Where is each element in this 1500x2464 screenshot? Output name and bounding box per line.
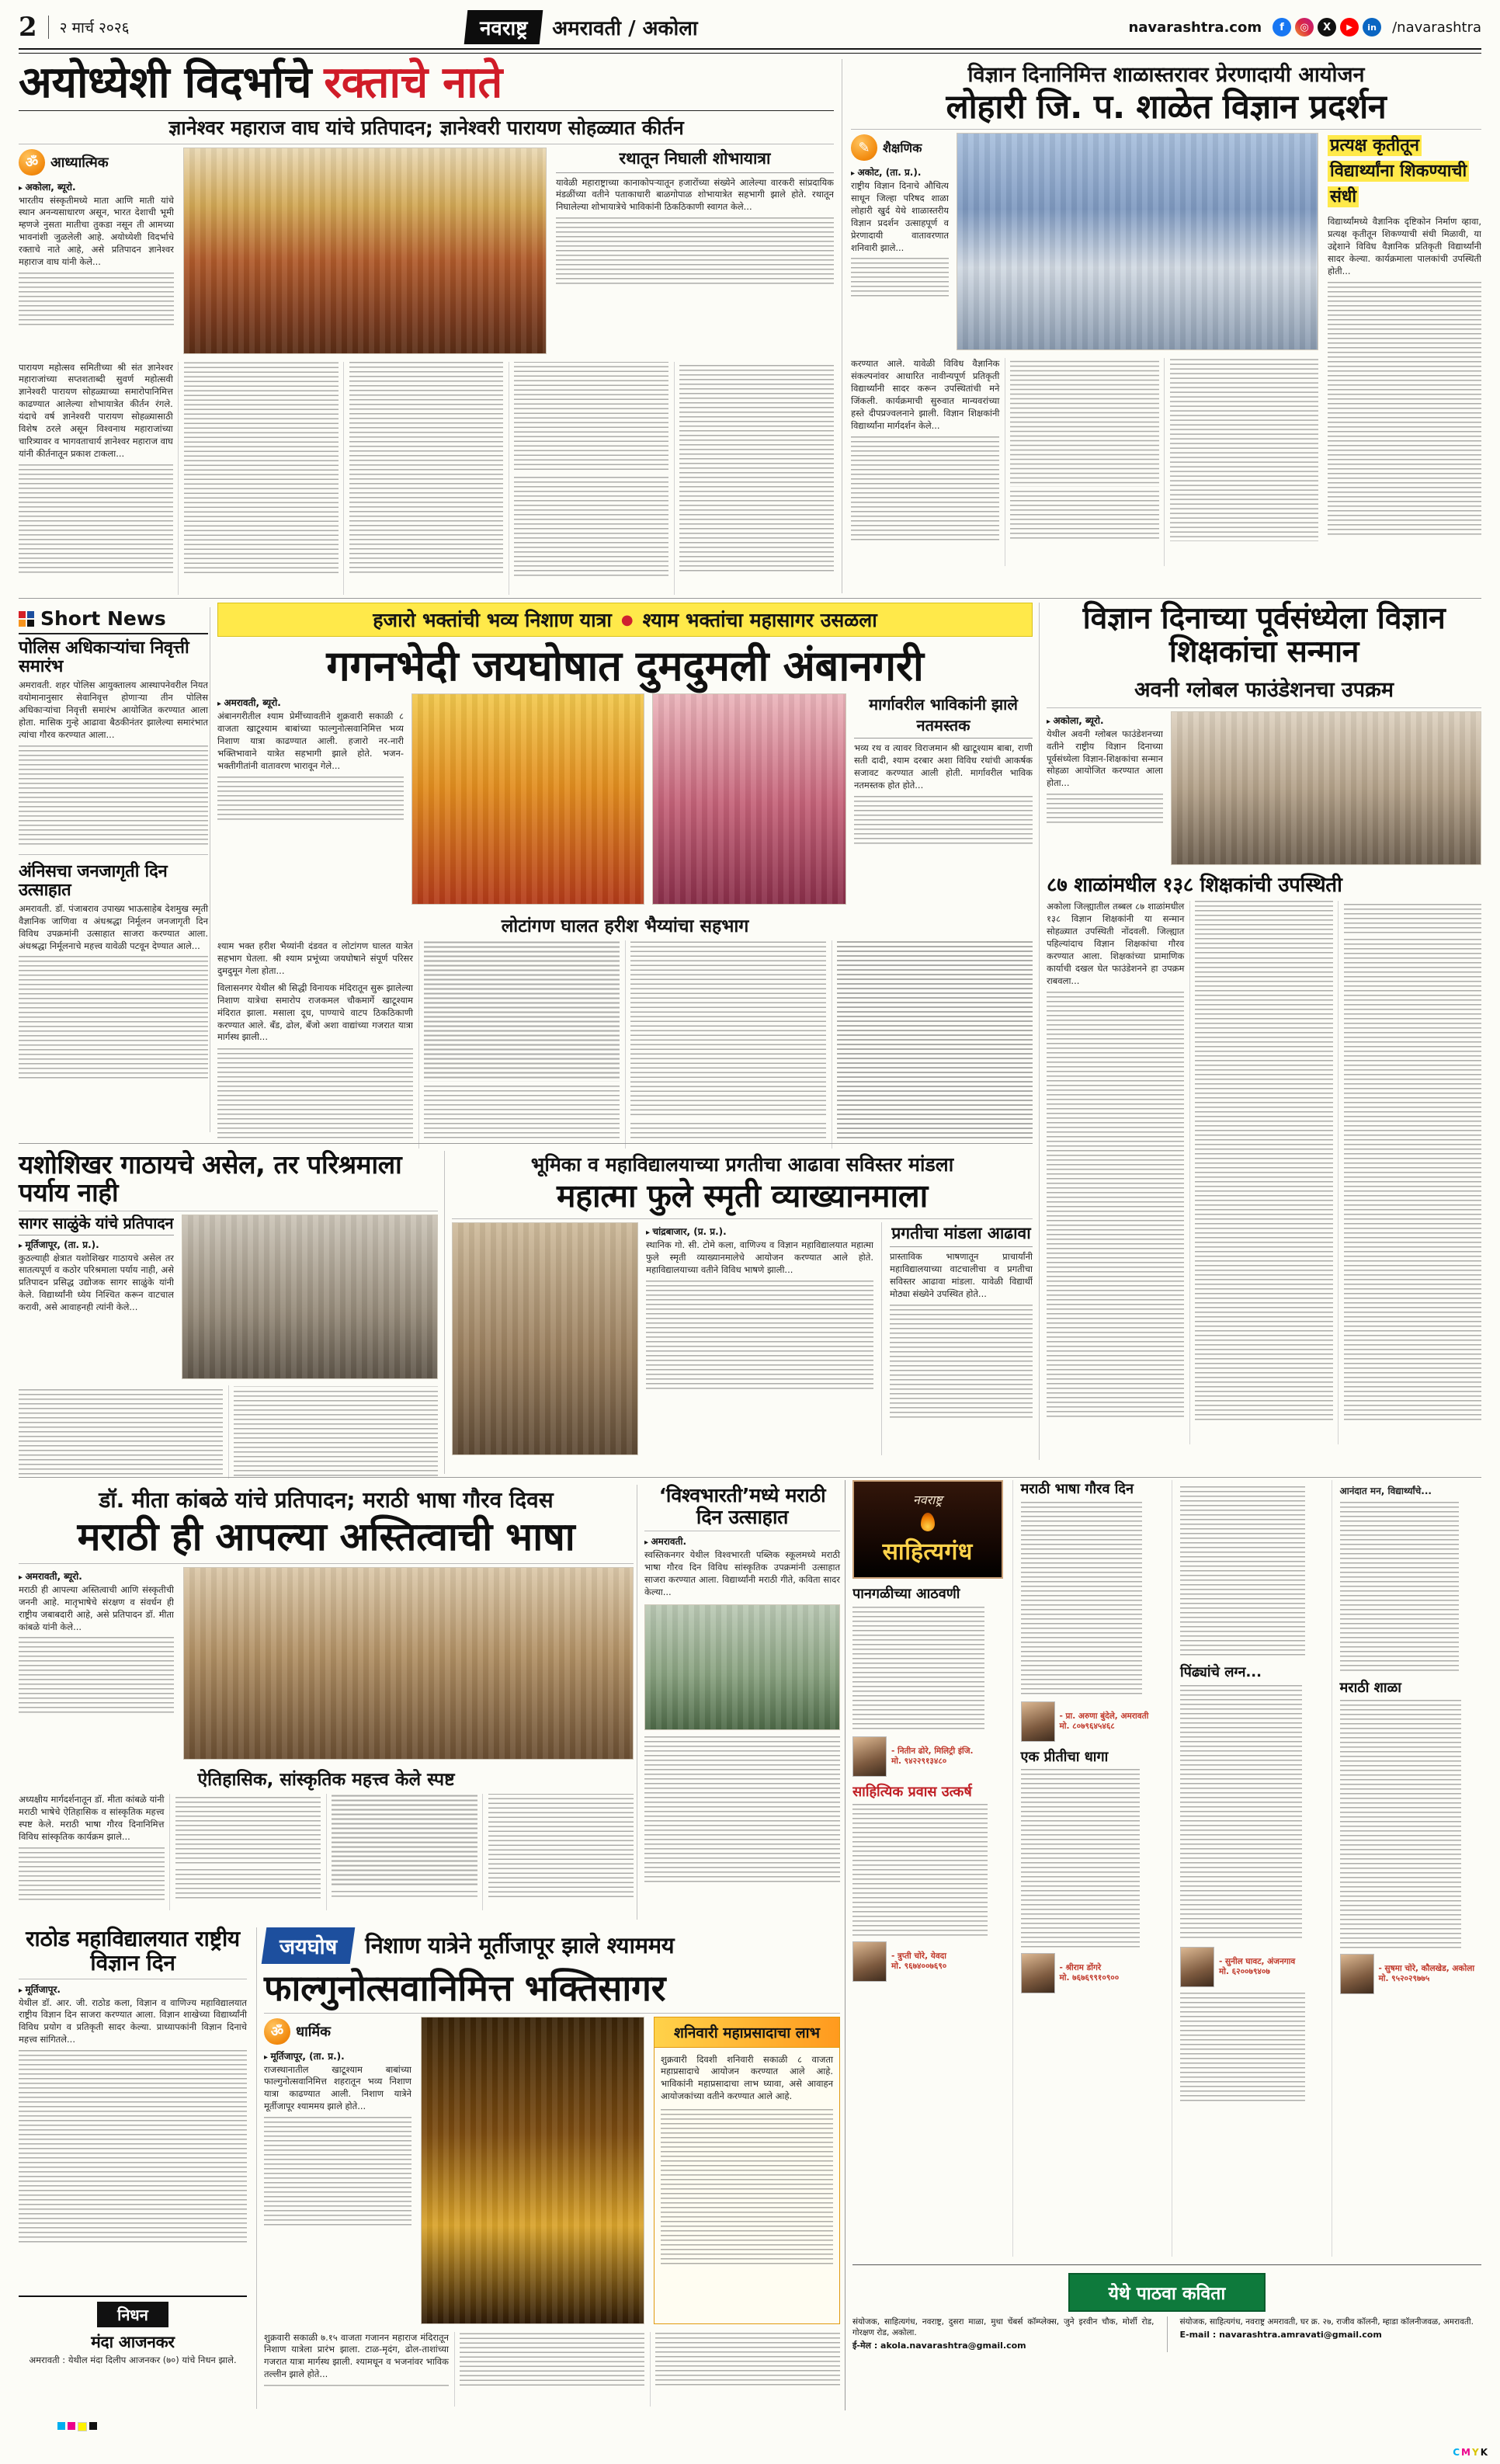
text-placeholder <box>854 796 1033 846</box>
highlighted-head: प्रत्यक्ष कृतीतून विद्यार्थ्यांना शिकण्याची संधी <box>1328 135 1469 207</box>
side-article <box>1328 133 1481 568</box>
column-text: पारायण महोत्सव समितीच्या श्री संत ज्ञानेश्वर महाराजांच्या सप्तशताब्दी सुवर्ण महोत्सवी ज्ञानेश्वरी पारायण सोहळ्याच्या समारोपानिमित्त काढण्यात आलेल्या शोभायात्रेत कीर्तन रंगले. यंदाचे वर्ष ज्ञानेश्वरी पारायण सोहळ्यासाठी विशेष ठरले असून विश्वनाथ महाराजांच्या चारित्र्यावर व भागवताचार्य ज्ञानेश्वर महाराज वाघ यांनी कीर्तनातून प्रकाश टाकला... <box>19 361 173 459</box>
lead-column <box>646 1222 873 1455</box>
text-placeholder <box>644 1736 840 1884</box>
photo-felicitation-group <box>1171 711 1481 865</box>
article-headline: मराठी ही आपल्या अस्तित्वाची भाषा <box>77 1514 575 1559</box>
article-columns <box>217 940 1033 1149</box>
poem-column <box>852 1480 1003 2257</box>
linkedin-icon: in <box>1363 18 1381 36</box>
photo-khatushyam <box>421 2017 644 2324</box>
yellow-letter: Y <box>1471 2447 1479 2458</box>
article-top-row <box>851 133 1318 350</box>
article-subhead: ज्ञानेश्वर महाराज वाघ यांचे प्रतिपादन; ज्ञानेश्वरी पारायण सोहळ्यात कीर्तन <box>168 116 684 139</box>
youtube-icon: ▶ <box>1340 18 1359 36</box>
author-name <box>891 1746 973 1767</box>
author-phone: मो. ९५२०२९७७५ <box>1378 1974 1430 1984</box>
column-text: शुक्रवारी सकाळी ७.१५ वाजता गजानन महाराज मंदिरातून निशाण यात्रेला प्रारंभ झाला. टाळ-मृदंग, ढोल-ताशांच्या गजरात यात्रा मार्गस्थ झाली. श्यामधून व भजनांवर भाविक तल्लीन झाले होते... <box>264 2331 449 2380</box>
author-credit <box>1021 1953 1163 1993</box>
author-phone: मो. ९६७४००७६९० <box>891 1962 947 1972</box>
headline-red: रक्ताचे नाते <box>324 57 503 108</box>
prasad-head: शनिवारी महाप्रसादाचा लाभ <box>655 2017 839 2048</box>
side-subhead <box>1328 133 1481 210</box>
contact-addresses <box>852 2316 1481 2352</box>
poem-column <box>1332 1480 1482 2257</box>
lead-text: राजस्थानातील खाटूश्याम बाबांच्या फाल्गुनोत्सवानिमित्त शहरातून भव्य निशाण यात्रा काढण्यात आली. निशाण यात्रेने मूर्तीजापूर श्याममय झाले होते... <box>264 2063 411 2112</box>
headline-black: अयोध्येशी विदर्भाचे <box>19 57 312 108</box>
poem-placeholder <box>852 1804 988 1936</box>
author-line: - त्रुप्ती चोरे, येवदा <box>891 1951 946 1962</box>
news-item-text: अमरावती. शहर पोलिस आयुक्तालय आस्थापनेवरील नियत वयोमानानुसार सेवानिवृत्त होणाऱ्या तीन पोलिस अधिकाऱ्यांचा निवृत्ती समारंभ आयोजित करण्यात आला होता. मासिक गुन्हे आढावा बैठकीनंतर झालेल्या समारंभात त्यांचा गौरव करण्यात आला... <box>19 679 208 740</box>
article-science-teachers <box>1047 603 1481 1457</box>
poem-placeholder <box>1180 1685 1302 1941</box>
sub-head: प्रगतीचा मांडला आढावा <box>890 1222 1033 1247</box>
author-photo <box>852 1736 887 1777</box>
article-body-grid <box>264 2017 840 2324</box>
article-headline: लोहारी जि. प. शाळेत विज्ञान प्रदर्शन <box>946 88 1387 127</box>
article-headline <box>19 59 834 107</box>
section-badge <box>264 2018 411 2045</box>
author-credit <box>852 1736 1003 1777</box>
section-label: शैक्षणिक <box>883 141 922 156</box>
column-text: विलासनगर येथील श्री सिद्धी विनायक मंदिरातून सुरू झालेल्या निशाण यात्रेचा समारोप राजकमल चौकमार्गे खाटूश्याम मंदिरात झाला. मसाला दूध, पाण्याचे वाटप ठिकठिकाणी करण्यात आले. बँड, ढोल, बँजो अशा वाद्यांच्या गजरात यात्रा मार्गस्थ झाली... <box>217 982 413 1043</box>
lead-text: कुठल्याही क्षेत्रात यशोशिखर गाठायचे असेल तर सातत्यपूर्ण व कठोर परिश्रमाला पर्याय नाही, असे प्रतिपादन प्रसिद्ध उद्योजक सागर साळुंके यांनी केले. विद्यार्थ्यांनी ध्येय निश्चित करून वाटचाल करावी, असे आवाहनही त्यांनी केले... <box>19 1252 174 1313</box>
band-left-text: हजारो भक्तांची भव्य निशाण यात्रा <box>373 609 612 631</box>
sahityagandh-logo <box>852 1480 1003 1579</box>
submission-area <box>852 2264 1481 2352</box>
article-bhaktisagar <box>264 1927 840 2409</box>
article-columns <box>19 362 834 595</box>
inner-subhead: रथातून निघाली शोभायात्रा <box>556 148 834 173</box>
author-photo <box>1340 1954 1374 1994</box>
poem-title: पानगळीच्या आठवणी <box>852 1586 960 1602</box>
article-marathi <box>19 1485 634 1920</box>
news-item-head: पोलिस अधिकाऱ्यांचा निवृत्ती समारंभ <box>19 638 189 677</box>
poem-placeholder <box>1180 1486 1305 1657</box>
article-columns <box>19 1385 438 1479</box>
article-columns <box>1047 901 1481 1444</box>
spiritual-icon: ॐ <box>19 149 45 176</box>
sub-head: ऐतिहासिक, सांस्कृतिक महत्त्व केले स्पष्ट <box>197 1770 455 1790</box>
author-line: - प्रा. अरुणा बुंदेले, अमरावती <box>1059 1711 1149 1721</box>
article-top-row <box>19 148 834 354</box>
photo-yatra-rath <box>411 693 644 905</box>
text-placeholder <box>1328 282 1481 538</box>
poem-title: मराठी शाळा <box>1339 1679 1401 1696</box>
short-news-title: Short News <box>40 607 166 630</box>
sub-text: अध्यक्षीय मार्गदर्शनातून डॉ. मीता कांबळे यांनी मराठी भाषेचे ऐतिहासिक व सांस्कृतिक महत्त्व स्पष्ट केले. मराठी भाषा गौरव दिनानिमित्त विविध सांस्कृतिक कार्यक्रम झाले... <box>19 1794 165 1842</box>
masthead-logo <box>464 10 543 44</box>
text-placeholder <box>1344 939 1481 1420</box>
header-rule <box>19 48 1481 54</box>
page-header <box>19 8 1481 47</box>
section-badge <box>851 134 949 161</box>
lead-column <box>264 2017 411 2324</box>
cyan-mark <box>57 2422 65 2430</box>
address-text: संयोजक, साहित्यगंध, नवराष्ट्र अमरावती, घर क्र. २७, राजीव कॉलनी, म्हाडा कॉलनीजवळ, अमरावती. <box>1179 2317 1474 2327</box>
x-icon: X <box>1318 18 1336 36</box>
author-name <box>891 1951 946 1972</box>
author-name <box>1379 1964 1475 1984</box>
article-vishwabharati <box>644 1485 840 1920</box>
photo-students <box>957 133 1318 350</box>
text-placeholder <box>661 2109 833 2264</box>
article-yashoshikhar <box>19 1151 438 1474</box>
author-photo <box>1021 1953 1055 1993</box>
religious-icon: ॐ <box>264 2018 290 2045</box>
byline: ▸ मूर्तिजापूर, (ता. प्र.). <box>264 2049 411 2063</box>
lead-column <box>851 133 949 350</box>
text-placeholder <box>851 258 949 297</box>
author-line: - सुनील घावट, अंजनगाव <box>1219 1956 1296 1966</box>
sub-text: प्रास्ताविक भाषणातून प्राचार्यांनी महाविद्यालयाच्या वाटचालीचा व प्रगतीचा सविस्तर आढावा मांडला. यावेळी विद्यार्थी मोठ्या संख्येने उपस्थित होते... <box>890 1251 1033 1299</box>
author-phone: मो. ८०७९६४५४६८ <box>1059 1721 1115 1731</box>
lead-text: भारतीय संस्कृतीमध्ये माता आणि माती यांचे स्थान अनन्यसाधारण असून, भारत देशाची भूमी म्हणजे नुसता मातीचा तुकडा नसून ती आमच्या भावनांशी जुळलेली आहे. अयोध्येशी विदर्भाचे रक्ताचे नाते आहे, असे प्रतिपादन ज्ञानेश्वर महाराज वाघ यांनी केले... <box>19 194 174 267</box>
address-text: संयोजक, साहित्यगंध, नवराष्ट्र, दुसरा माळा, मुथा चेंबर्स कॉम्प्लेक्स, जुने इरवीन चौक, मोर्शी रोड, गोरक्षण रोड, अकोला. <box>852 2317 1155 2338</box>
address-divider <box>1167 2316 1168 2352</box>
byline: ▸ अकोला, ब्यूरो. <box>1047 714 1163 727</box>
article-headline: ‘विश्वभारती’मध्ये मराठी दिन उत्साहात <box>658 1484 826 1528</box>
article-top-row <box>19 1567 634 1760</box>
text-placeholder <box>890 1305 1033 1421</box>
column-rule <box>256 1927 257 2409</box>
column-rule <box>444 1151 445 1474</box>
instagram-icon: ◎ <box>1295 18 1314 36</box>
lead-column <box>217 693 404 905</box>
article-kicker: भूमिका व महाविद्यालयाच्या प्रगतीचा आढावा सविस्तर मांडला <box>530 1153 954 1176</box>
poems-grid <box>852 1480 1481 2257</box>
photo-procession <box>183 148 547 354</box>
kicker-row <box>264 1927 840 1964</box>
poem-placeholder <box>852 1607 984 1731</box>
sub2-head: लोटांगण घालत हरीश भैय्यांचा सहभाग <box>501 916 749 937</box>
author-photo <box>1180 1947 1214 1987</box>
short-news-header <box>19 607 208 630</box>
sub-head: ८७ शाळांमधील १३८ शिक्षकांची उपस्थिती <box>1047 873 1342 897</box>
poem-title: साहित्यिक प्रवास उत्कर्ष <box>852 1783 972 1800</box>
text-placeholder <box>1047 794 1163 825</box>
byline: ▸ अकोट, (ता. प्र.). <box>851 165 949 179</box>
magenta-letter: M <box>1461 2447 1470 2458</box>
label-text: जयघोष <box>280 1935 338 1959</box>
lead-text: मराठी ही आपल्या अस्तित्वाची आणि संस्कृतीची जननी आहे. मातृभाषेचे संरक्षण व संवर्धन ही राष्ट्रीय जबाबदारी आहे, असे प्रतिपादन डॉ. मीता कांबळे यांनी केले... <box>19 1584 174 1632</box>
sub-text: अकोला जिल्ह्यातील तब्बल ८७ शाळांमधील १३८ विज्ञान शिक्षकांनी या सन्मान सोहळ्यात उपस्थिती नोंदवली. जिल्ह्यात पहिल्यांदाच विज्ञान शिक्षकांचा गौरव करण्यात आला. शिक्षकांच्या प्रामाणिक कार्याची दखल घेत फाउंडेशनने हा उपक्रम राबवला... <box>1047 901 1185 986</box>
black-mark <box>89 2422 97 2430</box>
text-placeholder <box>234 1391 438 1476</box>
author-name <box>1060 1963 1120 1983</box>
text-placeholder <box>646 1281 873 1389</box>
author-line: - सुषमा चोरे, कौलखेड, अकोला <box>1378 1964 1475 1974</box>
poem-open-line: आनंदात मन, विद्यार्थ्यांचे... <box>1339 1486 1432 1496</box>
photo-school-event <box>644 1604 840 1730</box>
text-placeholder <box>264 2117 411 2226</box>
author-photo <box>852 1941 887 1982</box>
poem-title: मराठी भाषा गौरव दिन <box>1020 1481 1134 1497</box>
social-handle: /navarashtra <box>1392 19 1481 36</box>
poem-placeholder <box>1021 1769 1140 1948</box>
cmyk-mark <box>1453 2447 1488 2458</box>
prasad-box <box>654 2017 840 2324</box>
author-photo <box>1021 1701 1055 1742</box>
text-placeholder <box>19 2050 247 2244</box>
article-headline: महात्मा फुले स्मृती व्याख्यानमाला <box>557 1177 928 1215</box>
news-item-head: अंनिसचा जनजागृती दिन उत्साहात <box>19 861 168 900</box>
black-letter: K <box>1480 2447 1488 2458</box>
news-item-text: अमरावती. डॉ. पंजाबराव उपाख्य भाऊसाहेब देशमुख स्मृती वैज्ञानिक जाणिवा व अंधश्रद्धा निर्मूलन जनजागृती दिन विविध उपक्रमांनी उत्साहात साजरा करण्यात आला. अंधश्रद्धा निर्मूलनाचे महत्त्व यावेळी पटवून देण्यात आले... <box>19 903 208 951</box>
masthead-text: नवराष्ट्र <box>479 17 528 40</box>
poem-placeholder <box>1180 1993 1305 2101</box>
text-placeholder <box>19 1637 174 1715</box>
photo-speaker <box>182 1215 438 1379</box>
poem-title: एक प्रीतीचा धागा <box>1020 1748 1109 1765</box>
text-placeholder <box>217 777 404 823</box>
sub1-head: मार्गावरील भाविकांनी झाले नतमस्तक <box>854 693 1033 739</box>
lead-text: येथील अवनी ग्लोबल फाउंडेशनच्या वतीने राष्ट्रीय विज्ञान दिनाच्या पूर्वसंध्येला विज्ञान-शिक्षकांचा सन्मान सोहळा आयोजित करण्यात आला होता... <box>1047 728 1163 789</box>
author-credit <box>1021 1701 1163 1742</box>
section-rule <box>19 1477 1481 1478</box>
edition-name: अमरावती / अकोला <box>552 17 698 40</box>
article-kicker: निशाण यात्रेने मूर्तीजापूर झाले श्याममय <box>365 1931 675 1958</box>
author-credit <box>1180 1947 1322 1987</box>
lead-text: अंबानगरीतील श्याम प्रेमींच्यावतीने शुक्रवारी सकाळी ८ वाजता खाटूश्याम बाबांच्या फाल्गुनोत्सवानिमित्त भव्य निशाण यात्रा काढण्यात आली. हजारो नर-नारी भक्तिभावाने यात्रेत सहभागी झाले होते. भजन-भक्तीगीतांनी वातावरण भारावून गेले... <box>217 711 404 771</box>
author-name <box>1219 1957 1295 1977</box>
issue-date: २ मार्च २०२६ <box>59 19 130 36</box>
lead-text: येथील डॉ. आर. जी. राठोड कला, विज्ञान व वाणिज्य महाविद्यालयात राष्ट्रीय विज्ञान दिन साजरा करण्यात आला. विज्ञान शाखेच्या विद्यार्थ्यांनी विविध प्रयोग व प्रतिकृती सादर केल्या. प्राध्यापकांनी विज्ञान दिनाचे महत्त्व सांगितले... <box>19 1997 247 2045</box>
lamp-icon <box>921 1513 935 1531</box>
poem-placeholder <box>1340 1502 1459 1673</box>
article-columns <box>19 1794 634 1910</box>
text-placeholder <box>556 217 834 287</box>
lead-text: स्वस्तिकनगर येथील विश्वभारती पब्लिक स्कूलमध्ये मराठी भाषा गौरव दिन विविध सांस्कृतिक उपक्रमांनी उत्साहात साजरा करण्यात आला. विद्यार्थ्यांनी मराठी गीते, कविता सादर केल्या... <box>644 1549 840 1597</box>
submit-poems-box: येथे पाठवा कविता <box>1068 2273 1266 2312</box>
lead-column <box>1047 711 1163 865</box>
article-shyam-yatra <box>217 603 1033 1145</box>
brand-top-text: नवराष्ट्र <box>912 1493 943 1507</box>
photo-lecture <box>452 1222 638 1455</box>
band-right-text: श्याम भक्तांचा महासागर उसळला <box>642 609 877 631</box>
byline: ▸ चांद्रबाजार, (प्र. प्र.). <box>646 1225 873 1238</box>
byline: ▸ मूर्तिजापूर. <box>19 1983 247 1996</box>
lead-column <box>19 148 174 354</box>
text-placeholder <box>19 956 208 1080</box>
kicker-band <box>217 603 1033 637</box>
website-url: navarashtra.com <box>1128 19 1262 36</box>
article-rathod <box>19 1927 247 2286</box>
obituary-text: अमरावती : येथील मंदा दिलीप आजनकर (७०) यांचे निधन झाले. <box>29 2355 237 2366</box>
section-label: धार्मिक <box>296 2023 331 2040</box>
article-kicker: डॉ. मीता कांबळे यांचे प्रतिपादन; मराठी भाषा गौरव दिवस <box>99 1487 554 1513</box>
article-subhead: अवनी ग्लोबल फाउंडेशनचा उपक्रम <box>1134 677 1394 702</box>
article-top-row <box>19 1215 438 1379</box>
lead-text: स्थानिक गो. सी. टोमे कला, वाणिज्य व विज्ञान महाविद्यालयात महात्मा फुले स्मृती व्याख्यानमालेचे आयोजन करण्यात आले होते. महाविद्यालयाच्या वतीने विविध भाषणे झाली... <box>646 1239 873 1275</box>
lead-column <box>19 1215 174 1379</box>
sahityagandh-section <box>852 1480 1481 2410</box>
obituary-box <box>19 2295 247 2415</box>
poem-title: पिंढ्यांचे लग्न... <box>1180 1664 1262 1680</box>
education-icon: ✎ <box>851 134 877 161</box>
grid-icon <box>19 611 34 627</box>
article-columns <box>851 358 1318 566</box>
jayghosh-label <box>262 1927 356 1964</box>
section-rule <box>19 598 1481 599</box>
magenta-mark <box>68 2422 75 2430</box>
article-headline: गगनभेदी जयघोषात दुमदुमली अंबानगरी <box>326 641 924 690</box>
facebook-icon: f <box>1273 18 1291 36</box>
author-line: - श्रीराम डोंगरे <box>1059 1963 1102 1973</box>
article-kicker: विज्ञान दिनानिमित्त शाळास्तरावर प्रेरणादायी आयोजन <box>967 63 1365 87</box>
short-news-column <box>19 607 208 1132</box>
article-headline: फाल्गुनोत्सवानिमित्त भक्तिसागर <box>264 1967 666 2009</box>
poem-placeholder <box>1340 1700 1462 1948</box>
inner-text: यावेळी महाराष्ट्राच्या कानाकोपऱ्यातून हजारोंच्या संख्येने आलेल्या वारकरी सांप्रदायिक मंडळींच्या वतीने पताकाधारी बाळगोपाळ शोभायात्रेत सहभागी झाले होते. रथातून निघालेल्या शोभायात्रेचे भाविकांनी ठिकठिकाणी स्वागत केले... <box>556 176 834 213</box>
column-rule <box>1039 603 1040 1460</box>
photo-gaurav-din <box>183 1567 634 1760</box>
obituary-label: निधन <box>97 2302 168 2327</box>
article-ayodhya <box>19 59 834 593</box>
article-headline: राठोड महाविद्यालयात राष्ट्रीय विज्ञान दिन <box>26 1926 240 1976</box>
side-text: विद्यार्थ्यांमध्ये वैज्ञानिक दृष्टिकोन निर्माण व्हावा, प्रत्यक्ष कृतीतून शिकण्याची संधी मिळावी, या उद्देशाने विविध वैज्ञानिक प्रतिकृती विद्यार्थ्यांनी सादर केल्या. कार्यक्रमाला पालकांची उपस्थिती होती... <box>1328 216 1481 276</box>
deceased-name: मंदा आजनकर <box>91 2333 175 2351</box>
article-phule <box>452 1151 1033 1474</box>
section-badge <box>19 149 174 176</box>
author-phone: मो. ६२००७९४०७ <box>1219 1966 1270 1976</box>
page-number: 2 <box>19 12 37 43</box>
article-main <box>851 133 1318 568</box>
column-text: करण्यात आले. यावेळी विविध वैज्ञानिक संकल्पनांवर आधारित नावीन्यपूर्ण प्रतिकृती विद्यार्थ्यांनी सादर करून उपस्थितांची मने जिंकली. कार्यक्रमाची सुरुवात मान्यवरांच्या हस्ते दीपप्रज्वलनाने झाली. विज्ञान शिक्षकांनी विद्यार्थ्यांना मार्गदर्शन केले... <box>851 358 1000 431</box>
author-phone: मो. ९४२२९१३४८० <box>891 1756 947 1766</box>
social-icons <box>1273 18 1381 36</box>
article-body-grid <box>851 133 1481 568</box>
poem-column <box>1172 1480 1322 2257</box>
sub-column <box>854 693 1033 905</box>
section-label: आध्यात्मिक <box>50 154 109 171</box>
author-line: - नितीन ढोरे, मिलिट्री इंजि. <box>891 1746 974 1756</box>
prasad-text: शुक्रवारी दिवशी शनिवारी सकाळी ८ वाजता महाप्रसादाचे आयोजन करण्यात आले आहे. भाविकांनी महाप्रसादाचा लाभ घ्यावा, असे आवाहन आयोजकांच्या वतीने करण्यात आले आहे. <box>661 2053 833 2102</box>
separator-dot: ● <box>620 611 634 628</box>
cyan-letter: C <box>1453 2447 1460 2458</box>
text-placeholder <box>19 745 208 846</box>
email-akola: ई-मेल : akola.navarashtra@gmail.com <box>852 2341 1026 2351</box>
poem-placeholder <box>1021 1502 1143 1696</box>
lead-text: राष्ट्रीय विज्ञान दिनाचे औचित्य साधून जिल्हा परिषद शाळा लोहारी खुर्द येथे शाळास्तरीय विज्ञान प्रदर्शन उत्साहपूर्ण व प्रेरणादायी वातावरणात शनिवारी झाले... <box>851 180 949 253</box>
author-name <box>1060 1712 1149 1732</box>
registration-marks <box>57 2422 97 2431</box>
header-divider <box>48 16 49 39</box>
photo-devotees <box>652 693 846 905</box>
poem-column <box>1012 1480 1163 2257</box>
yellow-mark <box>78 2422 87 2431</box>
article-science-expo <box>851 59 1481 593</box>
author-credit <box>852 1941 1003 1982</box>
byline: ▸ अमरावती, ब्यूरो. <box>19 1569 174 1583</box>
byline: ▸ अकोला, ब्यूरो. <box>19 180 174 193</box>
email-amravati: E-mail : navarashtra.amravati@gmail.com <box>1179 2330 1382 2341</box>
article-subhead: सागर साळुंके यांचे प्रतिपादन <box>19 1215 174 1235</box>
sub-column <box>881 1222 1033 1455</box>
author-credit <box>1340 1954 1482 1994</box>
article-columns <box>264 2332 840 2407</box>
section-rule <box>19 1143 1033 1144</box>
article-top-row <box>217 693 1033 905</box>
address-akola <box>852 2316 1155 2352</box>
inner-column <box>556 148 834 354</box>
sub2-text: श्याम भक्त हरीश भैय्यांनी दंडवत व लोटांगण घालत यात्रेत सहभाग घेतला. श्री श्याम प्रभूंच्या जयघोषाने संपूर्ण परिसर दुमदुमून गेला होता... <box>217 940 413 977</box>
author-phone: मो. ७६७६९९१०९०० <box>1059 1973 1120 1983</box>
article-body-grid <box>452 1222 1033 1455</box>
article-top-row <box>1047 711 1481 865</box>
brand-main-text: साहित्यगंध <box>882 1538 973 1566</box>
text-placeholder <box>19 273 174 327</box>
byline: ▸ मूर्तिजापूर, (ता. प्र.). <box>19 1238 174 1251</box>
sub1-text: भव्य रथ व त्यावर विराजमान श्री खाटूश्याम बाबा, राणी सती दादी, श्याम दरबार अशा विविध रथांची आकर्षक सजावट करण्यात आली होती. मार्गावरील भाविक नतमस्तक होत होते... <box>854 742 1033 791</box>
address-amravati <box>1180 2316 1482 2352</box>
lead-column <box>19 1567 174 1760</box>
byline: ▸ अमरावती, ब्यूरो. <box>217 696 404 709</box>
byline: ▸ अमरावती. <box>644 1534 840 1548</box>
article-headline: विज्ञान दिनाच्या पूर्वसंध्येला विज्ञान शिक्षकांचा सन्मान <box>1082 601 1446 669</box>
article-headline: यशोशिखर गाठायचे असेल, तर परिश्रमाला पर्याय नाही <box>19 1149 402 1208</box>
